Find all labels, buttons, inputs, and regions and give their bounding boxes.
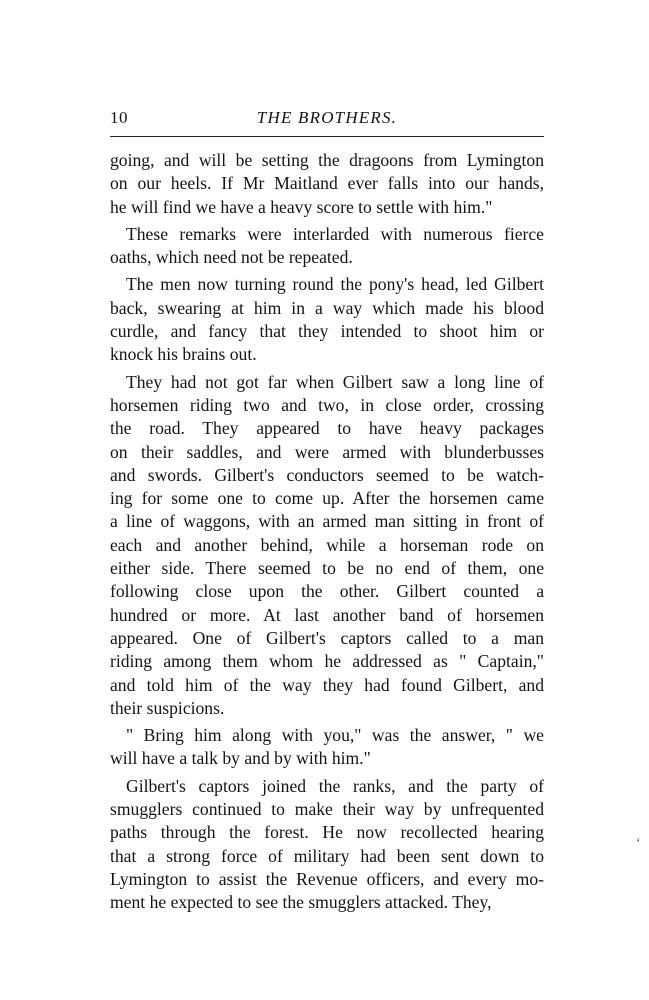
body-text [110,149,544,915]
text-line: on their saddles, and were armed with blunderbusses [110,441,544,462]
text-line: each and another behind, while a horseman rode on [110,534,544,555]
text-line: curdle, and fancy that they intended to shoot him or [110,321,544,342]
text-line: oaths, which need not be repeated. [110,247,353,268]
text-line: Gilbert's captors joined the ranks, and the party of [126,775,544,796]
header-rule [110,136,544,137]
paragraph [110,371,544,720]
text-line: and swords. Gilbert's conductors seemed to be watch- [110,464,544,485]
text-line: either side. There seemed to be no end of them, one [110,558,544,579]
text-line: " Bring him along with you," was the answer, " we [126,725,544,746]
text-line: ment he expected to see the smugglers attacked. They, [110,892,492,913]
text-line: a line of waggons, with an armed man sitting in front of [110,511,544,532]
text-line: back, swearing at him in a way which made his blood [110,297,544,318]
text-line: Lymington to assist the Revenue officers, and every mo- [110,868,544,889]
margin-mark: ‘ [636,836,641,851]
text-line: will have a talk by and by with him." [110,748,371,769]
text-line: he will find we have a heavy score to settle with him." [110,196,493,217]
text-line: They had not got far when Gilbert saw a long line of [126,371,544,392]
text-line: These remarks were interlarded with numerous fierce [126,223,544,244]
text-line: ing for some one to come up. After the horsemen came [110,488,544,509]
text-line: their suspicions. [110,697,225,718]
text-line: on our heels. If Mr Maitland ever falls into our hands, [110,173,544,194]
text-line: horsemen riding two and two, in close order, crossing [110,394,544,415]
text-line: The men now turning round the pony's head, led Gilbert [126,274,544,295]
text-line: following close upon the other. Gilbert counted a [110,581,544,602]
running-title: THE BROTHERS. [256,108,398,127]
text-line: appeared. One of Gilbert's captors called to a man [110,627,544,648]
text-line: the road. They appeared to have heavy packages [110,418,544,439]
paragraph [110,223,544,270]
paragraph [110,724,544,771]
text-line: riding among them whom he addressed as " Captain," [110,651,544,672]
text-line: and told him of the way they had found Gilbert, and [110,674,544,695]
running-header [110,108,544,130]
page-number: 10 [110,108,128,127]
paragraph [110,273,544,366]
text-line: going, and will be setting the dragoons from Lymington [110,150,544,170]
text-line: hundred or more. At last another band of horsemen [110,604,544,625]
paragraph [110,149,544,219]
text-line: knock his brains out. [110,344,257,365]
text-line: paths through the forest. He now recollected hearing [110,822,544,843]
text-line: that a strong force of military had been sent down to [110,845,544,866]
text-line: smugglers continued to make their way by unfrequented [110,799,544,820]
paragraph [110,775,544,915]
